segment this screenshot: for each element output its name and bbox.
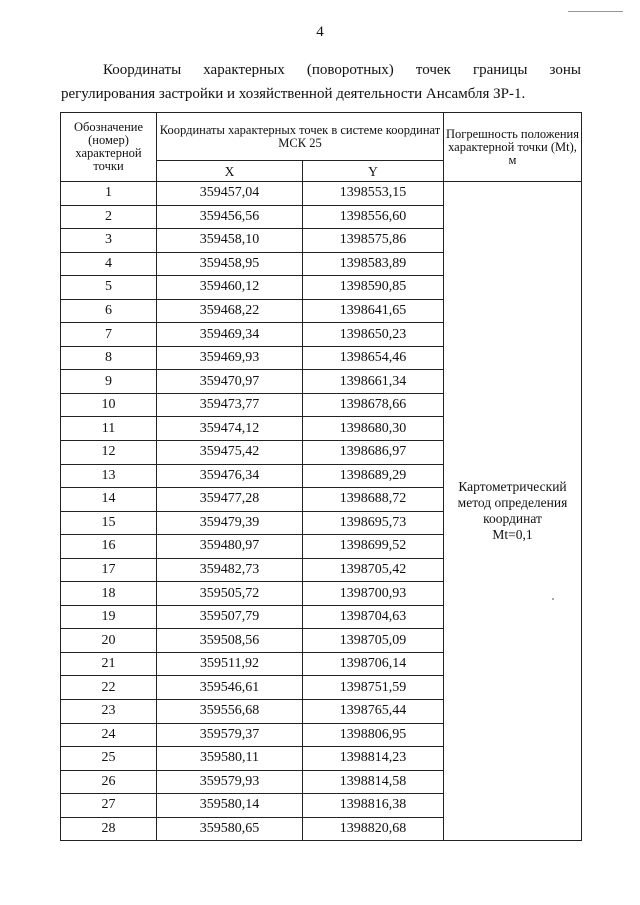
coordinates-table [60, 112, 582, 841]
cell-method [444, 182, 582, 841]
table-body [61, 182, 582, 841]
cell-point-number: 12 [61, 441, 157, 465]
cell-x: 359556,68 [157, 700, 303, 724]
cell-point-number: 21 [61, 652, 157, 676]
cell-point-number: 18 [61, 582, 157, 606]
cell-point-number: 24 [61, 723, 157, 747]
cell-point-number: 2 [61, 205, 157, 229]
cell-point-number: 11 [61, 417, 157, 441]
cell-y: 1398689,29 [303, 464, 444, 488]
cell-x: 359580,14 [157, 794, 303, 818]
cell-y: 1398641,65 [303, 299, 444, 323]
cell-point-number: 5 [61, 276, 157, 300]
cell-x: 359480,97 [157, 535, 303, 559]
intro-paragraph [61, 58, 581, 106]
cell-y: 1398678,66 [303, 393, 444, 417]
top-edge-mark [568, 11, 623, 12]
cell-x: 359479,39 [157, 511, 303, 535]
cell-x: 359476,34 [157, 464, 303, 488]
cell-x: 359482,73 [157, 558, 303, 582]
cell-x: 359468,22 [157, 299, 303, 323]
cell-y: 1398706,14 [303, 652, 444, 676]
cell-x: 359458,10 [157, 229, 303, 253]
cell-y: 1398705,42 [303, 558, 444, 582]
cell-point-number: 25 [61, 747, 157, 771]
cell-y: 1398695,73 [303, 511, 444, 535]
cell-x: 359580,65 [157, 817, 303, 841]
cell-point-number: 7 [61, 323, 157, 347]
intro-word: (поворотных) [306, 62, 394, 78]
cell-x: 359511,92 [157, 652, 303, 676]
cell-y: 1398686,97 [303, 441, 444, 465]
method-line: Mt=0,1 [492, 527, 533, 543]
intro-word: границы [472, 62, 528, 78]
intro-word: характерных [203, 62, 285, 78]
cell-point-number: 19 [61, 605, 157, 629]
cell-point-number: 8 [61, 346, 157, 370]
cell-point-number: 6 [61, 299, 157, 323]
cell-point-number: 14 [61, 488, 157, 512]
cell-x: 359507,79 [157, 605, 303, 629]
cell-x: 359546,61 [157, 676, 303, 700]
cell-y: 1398751,59 [303, 676, 444, 700]
cell-y: 1398814,23 [303, 747, 444, 771]
cell-point-number: 26 [61, 770, 157, 794]
cell-point-number: 16 [61, 535, 157, 559]
method-line: координат [483, 511, 542, 527]
cell-y: 1398661,34 [303, 370, 444, 394]
cell-point-number: 20 [61, 629, 157, 653]
cell-point-number: 23 [61, 700, 157, 724]
cell-x: 359475,42 [157, 441, 303, 465]
cell-x: 359456,56 [157, 205, 303, 229]
cell-y: 1398553,15 [303, 182, 444, 206]
scan-speck [552, 598, 554, 600]
cell-y: 1398650,23 [303, 323, 444, 347]
header-point-number: Обозначение (номер) характерной точки [61, 113, 157, 182]
cell-y: 1398654,46 [303, 346, 444, 370]
cell-y: 1398806,95 [303, 723, 444, 747]
intro-line-1 [61, 58, 581, 82]
cell-x: 359579,37 [157, 723, 303, 747]
intro-word: точек [415, 62, 451, 78]
cell-y: 1398704,63 [303, 605, 444, 629]
cell-point-number: 22 [61, 676, 157, 700]
cell-point-number: 27 [61, 794, 157, 818]
table-row [61, 182, 582, 206]
cell-x: 359458,95 [157, 252, 303, 276]
header-accuracy: Погрешность положения характерной точки (Mt), м [444, 113, 582, 182]
intro-line-2: регулирования застройки и хозяйственной деятельности Ансамбля ЗР-1. [61, 86, 526, 102]
page-number: 4 [316, 24, 324, 40]
cell-x: 359508,56 [157, 629, 303, 653]
cell-x: 359579,93 [157, 770, 303, 794]
cell-x: 359474,12 [157, 417, 303, 441]
cell-point-number: 15 [61, 511, 157, 535]
cell-point-number: 13 [61, 464, 157, 488]
cell-x: 359469,34 [157, 323, 303, 347]
cell-x: 359460,12 [157, 276, 303, 300]
cell-point-number: 10 [61, 393, 157, 417]
cell-y: 1398814,58 [303, 770, 444, 794]
cell-y: 1398765,44 [303, 700, 444, 724]
cell-x: 359470,97 [157, 370, 303, 394]
cell-x: 359477,28 [157, 488, 303, 512]
cell-x: 359580,11 [157, 747, 303, 771]
cell-point-number: 4 [61, 252, 157, 276]
cell-point-number: 3 [61, 229, 157, 253]
cell-y: 1398583,89 [303, 252, 444, 276]
method-line: метод определения [457, 495, 568, 511]
cell-y: 1398556,60 [303, 205, 444, 229]
cell-y: 1398575,86 [303, 229, 444, 253]
header-coordinates: Координаты характерных точек в системе координат МСК 25 [157, 113, 444, 161]
cell-y: 1398590,85 [303, 276, 444, 300]
method-line: Картометрический [458, 479, 567, 495]
cell-x: 359505,72 [157, 582, 303, 606]
cell-y: 1398700,93 [303, 582, 444, 606]
cell-x: 359457,04 [157, 182, 303, 206]
cell-point-number: 28 [61, 817, 157, 841]
cell-y: 1398699,52 [303, 535, 444, 559]
cell-point-number: 9 [61, 370, 157, 394]
cell-y: 1398820,68 [303, 817, 444, 841]
cell-x: 359469,93 [157, 346, 303, 370]
intro-word: зоны [549, 62, 581, 78]
cell-y: 1398705,09 [303, 629, 444, 653]
intro-word: Координаты [103, 62, 182, 78]
cell-point-number: 1 [61, 182, 157, 206]
cell-y: 1398816,38 [303, 794, 444, 818]
cell-x: 359473,77 [157, 393, 303, 417]
cell-y: 1398688,72 [303, 488, 444, 512]
header-x: X [157, 161, 303, 182]
cell-point-number: 17 [61, 558, 157, 582]
header-y: Y [303, 161, 444, 182]
cell-y: 1398680,30 [303, 417, 444, 441]
